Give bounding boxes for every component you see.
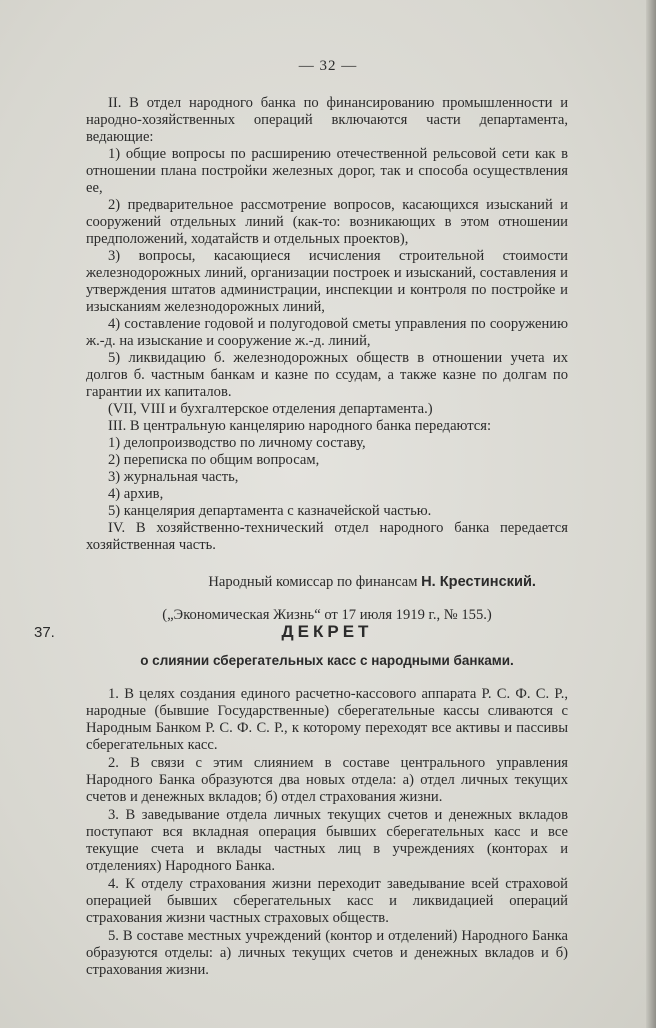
decree-paragraph-2: 2. В связи с этим слиянием в составе центрального управления Народного Банка образуются два новых отдела: а) отдел личных текущих счетов и денежных вкладов; б) отдел страхования жизни.: [86, 755, 568, 805]
decree-continuation: [86, 95, 568, 624]
section-iii-item-1: 1) делопроизводство по личному составу,: [108, 435, 366, 451]
decree-body: [86, 686, 568, 980]
decree-number: 37.: [34, 624, 55, 641]
decree-paragraph-1: 1. В целях создания единого расчетно-кассового аппарата Р. С. Ф. С. Р., народные (бывшие Государственные) сберегательные кассы сливаются с Народным Банком Р. С. Ф. С. Р., к которому переходят все активы и пассивы сберегательных касс.: [86, 686, 568, 753]
section-iii-item-2: 2) переписка по общим вопросам,: [108, 452, 320, 468]
section-ii-item-4: 4) составление годовой и полугодовой сметы управления по сооружению ж.-д. на изыскание и сооружение ж.-д. линий,: [86, 316, 568, 349]
signature-prefix: Народный комиссар по финансам: [208, 574, 418, 590]
decree-paragraph-5: 5. В составе местных учреждений (контор и отделений) Народного Банка образуются отделы: а) личных текущих счетов и денежных вкладов и б) страхования жизни.: [86, 928, 568, 978]
source-citation: („Экономическая Жизнь“ от 17 июля 1919 г., № 155.): [162, 607, 492, 623]
section-ii-item-1: 1) общие вопросы по расширению отечественной рельсовой сети как в отношении плана постройки железных дорог, так и способа осуществления ее,: [86, 146, 568, 196]
signature-line: [86, 574, 568, 591]
section-iii-intro: III. В центральную канцелярию народного банка передаются:: [108, 418, 492, 434]
section-ii-intro: II. В отдел народного банка по финансированию промышленности и народно-хозяйственных операций включаются части департамента, ведающие:: [86, 95, 568, 145]
section-iii-item-4: 4) архив,: [108, 486, 164, 502]
section-iii-item-3: 3) журнальная часть,: [108, 469, 239, 485]
section-vii-viii: (VII, VIII и бухгалтерское отделения департамента.): [108, 401, 433, 417]
decree-title: ДЕКРЕТ: [281, 622, 373, 641]
decree-paragraph-3: 3. В заведывание отдела личных текущих счетов и денежных вкладов поступают вся вкладная операция бывших сберегательных касс и все текущие счета и вклады частных лиц в учреждениях (конторах и отделениях) Народного Банка.: [86, 807, 568, 874]
page-number: — 32 —: [298, 58, 358, 74]
section-ii-item-2: 2) предварительное рассмотрение вопросов, касающихся изысканий и сооружений отдельных линий (как-то: возникающих в этом отношении предположений, ходатайств и отдельных проектов),: [86, 197, 568, 247]
signature-name: Н. Крестинский.: [421, 574, 536, 590]
section-ii-item-3: 3) вопросы, касающиеся исчисления строительной стоимости железнодорожных линий, организации построек и изысканий, составления и утверждения штатов администрации, инспекции и контроля по постройке и изысканиям железнодорожных линий,: [86, 248, 568, 315]
book-spine-shadow: [646, 0, 656, 1028]
decree-paragraph-4: 4. К отделу страхования жизни переходит заведывание всей страховой операцией бывших сберегательных касс и ликвидацией операций страхования жизни частных страховых обществ.: [86, 876, 568, 926]
section-ii-item-5: 5) ликвидацию б. железнодорожных обществ в отношении учета их долгов б. частным банкам и казне по ссудам, а также казне по долгам по гарантии их капиталов.: [86, 350, 568, 400]
section-iv: IV. В хозяйственно-технический отдел народного банка передается хозяйственная часть.: [86, 520, 568, 553]
decree-subtitle: о слиянии сберегательных касс с народными банками.: [140, 653, 514, 668]
section-iii-item-5: 5) канцелярия департамента с казначейской частью.: [108, 503, 432, 519]
